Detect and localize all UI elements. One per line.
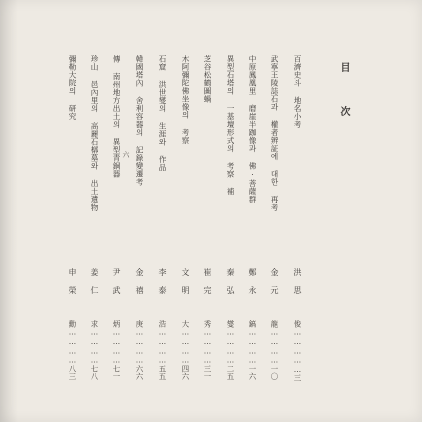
toc-entry-author: 金 禧 [135,268,144,294]
toc-entry-page: 大…………四六 [181,320,190,381]
toc-entry-page: 俊……………三 [293,320,302,382]
toc-entry-author: 文 明 [181,268,190,294]
toc-entry-page: 求…………七八 [90,320,99,381]
toc-entry-title: 石窟 洪世燮의 生涯와 作品 [158,55,167,172]
toc-entry-page: 炳…………七一 [112,320,121,381]
toc-entry-author: 鄭 永 [248,268,257,294]
toc-entry-title: 芝谷松鶴圖蝸 [203,55,212,103]
page-title: 目 次 [338,62,349,118]
toc-entry-page: 勳…………八三 [68,320,77,381]
toc-entry-author: 李 泰 [158,268,167,294]
toc-entry-author: 洪 思 [293,268,302,294]
toc-entry-page: 秀…………三一 [203,320,212,381]
toc-entry-page: 龍…………一〇 [270,320,279,381]
book-spine-shadow [0,0,18,422]
toc-entry-author: 申 榮 [68,268,77,294]
toc-entry-title: 傳 南州地方出土의 異型青銅器 [112,55,121,178]
toc-entry-title: 武寧王陵誌石과 權者辨証에 대한 再考 [270,55,279,212]
toc-entry-title: 百濟史斗 地名小考 [293,55,302,129]
toc-entry-author: 崔 完 [203,268,212,294]
toc-entry-author: 秦 弘 [226,268,235,294]
toc-entry-page: 庚…………六六 [135,320,144,381]
page-marker: 六 [122,151,130,158]
toc-entry-author: 金 元 [270,268,279,294]
toc-entry-title: 珍山 邑內里의 高麗石槨墓와 出土遺物 [90,55,99,212]
toc-entry-title: 木阿彌陀佛坐像의 考察 [181,55,190,145]
toc-entry-title: 異型石塔의 一基壇形式의 考察 補 [226,55,235,196]
toc-entry-page: 鎬…………一六 [248,320,257,381]
toc-entry-title: 中原鳳凰里 磨崖半跏像과 佛·菩薩群 [248,55,257,204]
toc-entry-title: 韓國塔內 舍利容器의 記錄變遷考 [135,55,144,186]
toc-entry-page: 浩…………五五 [158,320,167,381]
toc-entry-author: 姜 仁 [90,268,99,294]
toc-entry-page: 燮…………二五 [226,320,235,381]
toc-entry-author: 尹 武 [112,268,121,294]
toc-entry-title: 彌勒大院의 研究 [68,55,77,121]
